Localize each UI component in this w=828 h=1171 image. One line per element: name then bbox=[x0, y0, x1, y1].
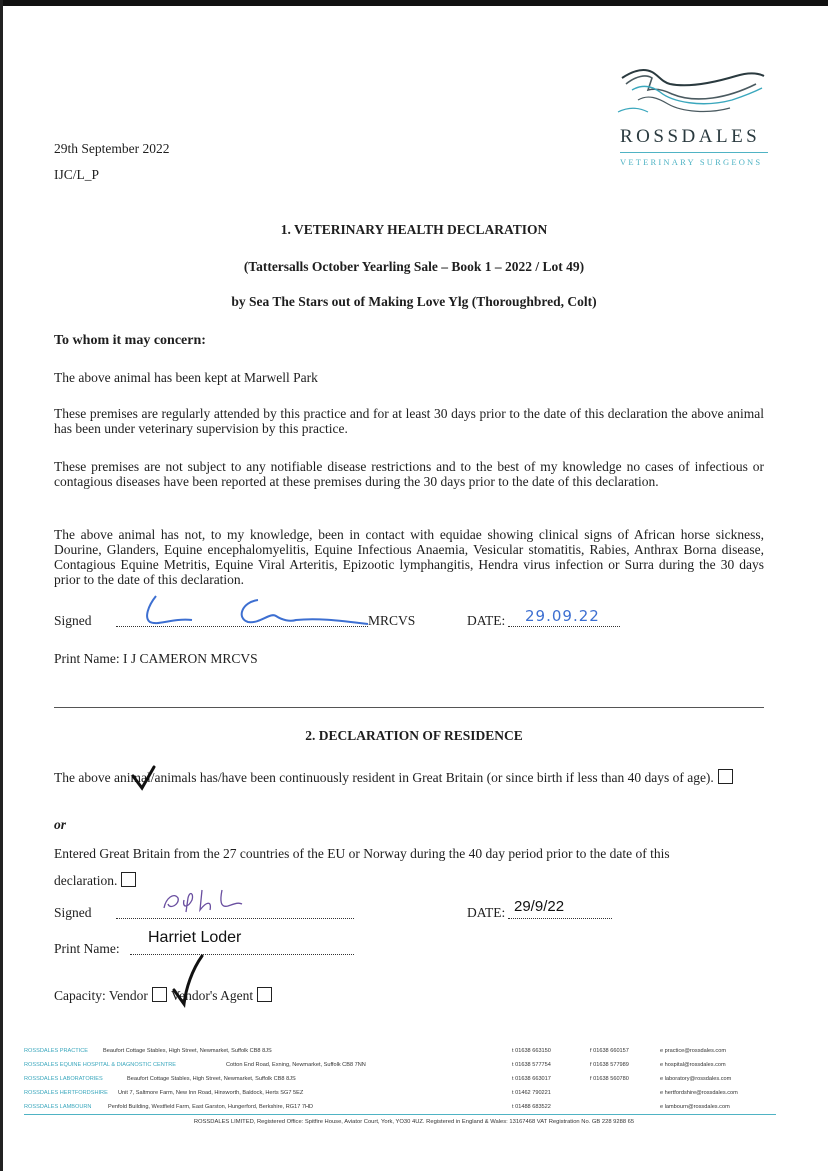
footer-address: Cotton End Road, Exning, Newmarket, Suffolk CB8 7NN bbox=[226, 1062, 366, 1068]
salutation: To whom it may concern: bbox=[54, 333, 206, 348]
vendor-agent-label: Vendor's Agent bbox=[170, 988, 254, 1003]
date-label-1: DATE: bbox=[467, 613, 506, 628]
logo-wordmark: ROSSDALES bbox=[620, 126, 761, 147]
print-name-value-2: Harriet Loder bbox=[148, 929, 242, 946]
signed-label-2: Signed bbox=[54, 905, 92, 920]
or-label: or bbox=[54, 817, 67, 832]
horse-logo-icon bbox=[612, 60, 772, 124]
footer-email: e laboratory@rossdales.com bbox=[660, 1076, 732, 1082]
vet-print-name: Print Name: I J CAMERON MRCVS bbox=[54, 651, 258, 666]
vet-signature-icon bbox=[136, 590, 376, 632]
rossdales-logo bbox=[612, 60, 772, 167]
date-label-2: DATE: bbox=[467, 905, 506, 920]
footer-email: e hertfordshire@rossdales.com bbox=[660, 1090, 738, 1096]
footer-address: Unit 7, Saltmore Farm, New Inn Road, Hinxworth, Baldock, Herts SG7 5EZ bbox=[118, 1090, 304, 1096]
footer-divider bbox=[24, 1114, 776, 1115]
footer-row-laboratories bbox=[24, 1076, 784, 1087]
footer-phone: t 01462 790221 bbox=[512, 1090, 551, 1096]
vendor-check-mark-icon bbox=[170, 952, 206, 1008]
footer-email: e practice@rossdales.com bbox=[660, 1048, 726, 1054]
residence-option-2 bbox=[54, 840, 734, 894]
footer-fax: f 01638 660157 bbox=[590, 1048, 629, 1054]
print-name-label-2: Print Name: bbox=[54, 941, 120, 956]
capacity-label: Capacity: Vendor bbox=[54, 988, 148, 1003]
section-divider bbox=[54, 707, 764, 708]
footer-phone: t 01488 683522 bbox=[512, 1104, 551, 1110]
footer-org-name: ROSSDALES LAMBOURN bbox=[24, 1104, 92, 1110]
paragraph-supervision: These premises are regularly attended by this practice and for at least 30 days prior to the date of this declaration the above animal has been under veterinary supervision by this practice. bbox=[54, 406, 764, 436]
reference-code: IJC/L_P bbox=[54, 167, 100, 182]
date-value-2: 29/9/22 bbox=[514, 898, 565, 915]
sale-subtitle: (Tattersalls October Yearling Sale – Book 1 – 2022 / Lot 49) bbox=[243, 259, 585, 274]
footer-address: Beaufort Cottage Stables, High Street, Newmarket, Suffolk CB8 8JS bbox=[103, 1048, 272, 1054]
signed-label-1: Signed bbox=[54, 613, 92, 628]
footer-org-name: ROSSDALES PRACTICE bbox=[24, 1048, 89, 1054]
checkbox-entered-gb[interactable] bbox=[121, 872, 136, 887]
letter-date: 29th September 2022 bbox=[54, 141, 170, 156]
footer-row-hertfordshire bbox=[24, 1090, 784, 1101]
footer-org-name: ROSSDALES HERTFORDSHIRE bbox=[24, 1090, 108, 1096]
footer-registration: ROSSDALES LIMITED, Registered Office: Spitfire House, Aviator Court, York, YO30 4UZ. Registered in England & Wales: 13167468 VAT Registration No. GB 228 9288 65 bbox=[193, 1119, 635, 1125]
footer-row-practice bbox=[24, 1048, 784, 1059]
footer-row-hospital bbox=[24, 1062, 784, 1073]
footer-org-name: ROSSDALES LABORATORIES bbox=[24, 1076, 103, 1082]
footer-email: e hospital@rossdales.com bbox=[660, 1062, 726, 1068]
checkbox-vendor-agent[interactable] bbox=[257, 987, 272, 1002]
animal-description: by Sea The Stars out of Making Love Ylg (Thoroughbred, Colt) bbox=[231, 294, 597, 309]
check-mark-icon bbox=[130, 764, 160, 794]
footer-phone: t 01638 577754 bbox=[512, 1062, 551, 1068]
mrcvs-label: MRCVS bbox=[368, 613, 416, 628]
footer-phone: t 01638 663017 bbox=[512, 1076, 551, 1082]
section2-title: 2. DECLARATION OF RESIDENCE bbox=[305, 728, 523, 743]
footer-org-name: ROSSDALES EQUINE HOSPITAL & DIAGNOSTIC CENTRE bbox=[24, 1062, 176, 1068]
left-border bbox=[0, 0, 3, 1171]
date-value-1: 29.09.22 bbox=[525, 607, 600, 625]
footer-phone: t 01638 663150 bbox=[512, 1048, 551, 1054]
paragraph-contact-equidae: The above animal has not, to my knowledge, been in contact with equidae showing clinical signs of African horse sickness, Dourine, Glanders, Equine encephalomyelitis, Equine Infectious Anaemia, Vesicular stomatitis, Rabies, Anthrax Borna disease, Contagious Equine Metritis, Equine Viral Arteritis, Epizootic lymphangitis, Hendra virus infection or Surra during the 30 days prior to the date of this declaration. bbox=[54, 527, 764, 587]
section1-title: 1. VETERINARY HEALTH DECLARATION bbox=[280, 222, 548, 237]
logo-divider bbox=[620, 152, 768, 153]
footer-address: Beaufort Cottage Stables, High Street, Newmarket, Suffolk CB8 8JS bbox=[127, 1076, 296, 1082]
checkbox-vendor[interactable] bbox=[152, 987, 167, 1002]
logo-subtitle: VETERINARY SURGEONS bbox=[620, 157, 763, 167]
residence-option-1-text: The above animal/animals has/have been continuously resident in Great Britain (or since birth if less than 40 days of age). bbox=[54, 770, 714, 785]
paragraph-disease-restrictions: These premises are not subject to any notifiable disease restrictions and to the best of my knowledge no cases of infectious or contagious diseases have been reported at these premises during the 30 days prior to the date of this declaration. bbox=[54, 459, 764, 489]
top-border bbox=[0, 0, 828, 6]
footer-email: e lambourn@rossdales.com bbox=[660, 1104, 730, 1110]
vendor-signature-icon bbox=[158, 886, 248, 916]
footer-fax: f 01638 560780 bbox=[590, 1076, 629, 1082]
checkbox-continuously-resident[interactable] bbox=[718, 769, 733, 784]
paragraph-premises: The above animal has been kept at Marwell Park bbox=[54, 370, 318, 385]
footer-fax: f 01638 577989 bbox=[590, 1062, 629, 1068]
footer-address: Penfold Building, Westfield Farm, East Garston, Hungerford, Berkshire, RG17 7HD bbox=[108, 1104, 314, 1110]
capacity-row bbox=[54, 987, 272, 1004]
residence-option-2-text: Entered Great Britain from the 27 countries of the EU or Norway during the 40 day period prior to the date of this declaration. bbox=[54, 846, 670, 888]
